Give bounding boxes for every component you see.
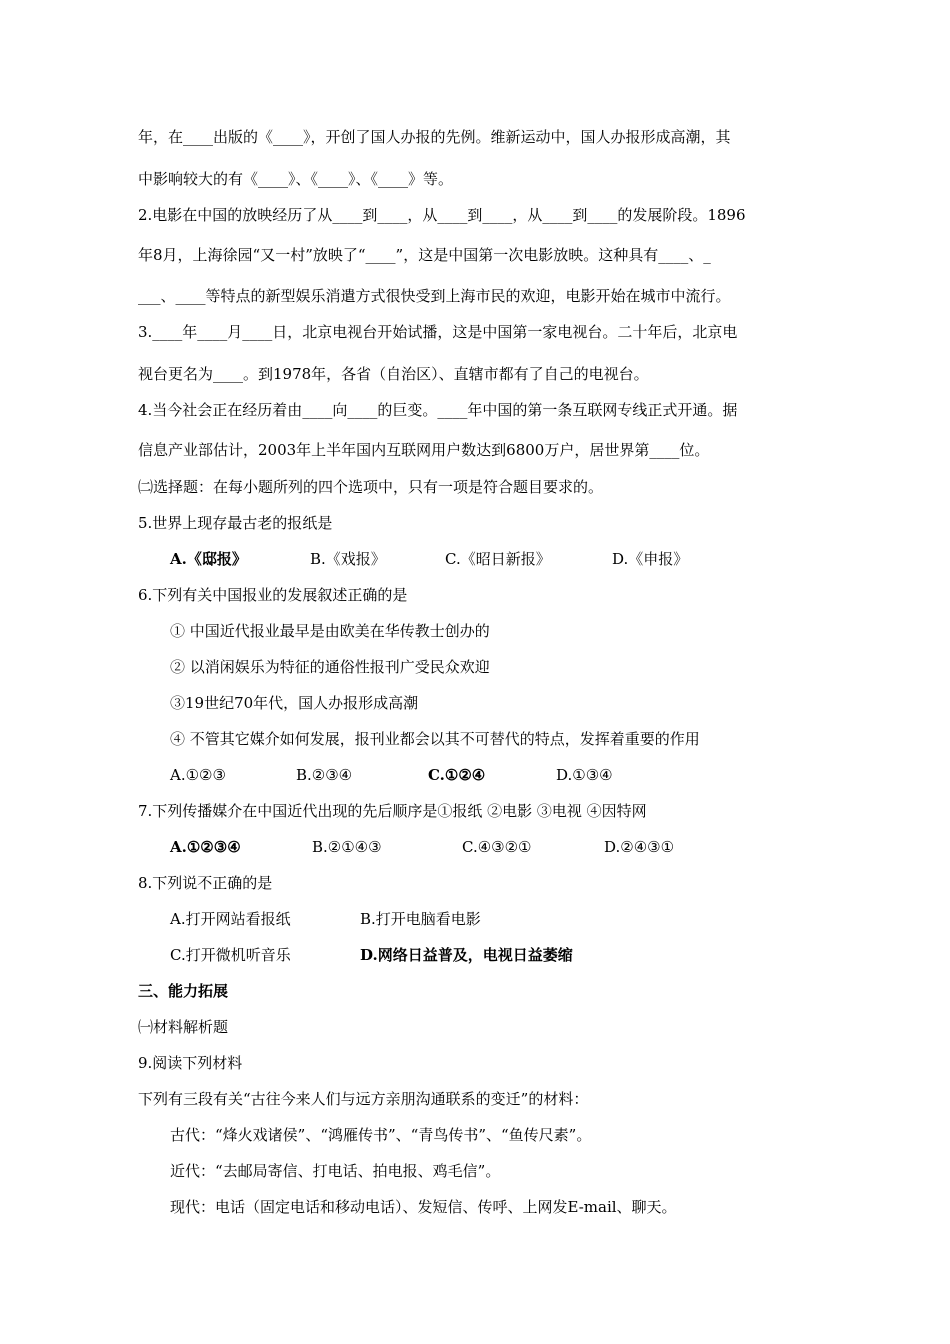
section3-title: 三、能力拓展 (138, 982, 229, 1000)
q7-option-c: C.④③②① (462, 838, 532, 856)
section2-title: ㈡选择题：在每小题所列的四个选项中，只有一项是符合题目要求的。 (138, 478, 604, 496)
q9-stem: 9.阅读下列材料 (138, 1054, 243, 1072)
q6-option-b: B.②③④ (296, 766, 353, 784)
q6-option-c: C.①②④ (428, 766, 486, 784)
sub1-title: ㈠材料解析题 (138, 1018, 229, 1036)
q5-option-b: B.《戏报》 (310, 550, 386, 568)
q6-stem: 6.下列有关中国报业的发展叙述正确的是 (138, 586, 408, 604)
q9-item-modern-early: 近代：“去邮局寄信、打电话、拍电报、鸡毛信”。 (170, 1162, 501, 1180)
q2-line-1: 2.电影在中国的放映经历了从____到____，从____到____，从____到____的发展阶段。1896 (138, 206, 746, 224)
q3-line-2: 视台更名为____。到1978年，各省（自治区）、直辖市都有了自己的电视台。 (138, 365, 649, 383)
q1-line-1: 年，在____出版的《____》，开创了国人办报的先例。维新运动中，国人办报形成高潮，其 (138, 128, 731, 146)
q8-option-a: A.打开网站看报纸 (170, 910, 291, 928)
q6-item-3: ③19世纪70年代，国人办报形成高潮 (170, 694, 419, 712)
q8-option-d: D.网络日益普及，电视日益萎缩 (360, 946, 573, 964)
q6-option-a: A.①②③ (170, 766, 226, 784)
q4-line-1: 4.当今社会正在经历着由____向____的巨变。____年中国的第一条互联网专线正式开通。据 (138, 401, 738, 419)
q7-option-b: B.②①④③ (312, 838, 382, 856)
q3-line-1: 3.____年____月____日，北京电视台开始试播，这是中国第一家电视台。二十年后，北京电 (138, 323, 738, 341)
q7-stem: 7.下列传播媒介在中国近代出现的先后顺序是①报纸 ②电影 ③电视 ④因特网 (138, 802, 647, 820)
q5-option-a: A.《邸报》 (170, 550, 247, 568)
q5-option-c: C.《昭日新报》 (445, 550, 551, 568)
q9-item-ancient: 古代：“烽火戏诸侯”、“鸿雁传书”、“青鸟传书”、“鱼传尺素”。 (170, 1126, 592, 1144)
q8-option-c: C.打开微机听音乐 (170, 946, 291, 964)
q7-option-a: A.①②③④ (170, 838, 241, 856)
q1-line-2: 中影响较大的有《____》、《____》、《____》等。 (138, 170, 454, 188)
q5-stem: 5.世界上现存最古老的报纸是 (138, 514, 333, 532)
q8-stem: 8.下列说不正确的是 (138, 874, 273, 892)
q6-item-4: ④ 不管其它媒介如何发展，报刊业都会以其不可替代的特点，发挥着重要的作用 (170, 730, 700, 748)
q9-item-contemporary: 现代：电话（固定电话和移动电话）、发短信、传呼、上网发E-mail、聊天。 (170, 1198, 677, 1216)
q6-item-2: ② 以消闲娱乐为特征的通俗性报刊广受民众欢迎 (170, 658, 490, 676)
q2-line-3: ___、____等特点的新型娱乐消遣方式很快受到上海市民的欢迎，电影开始在城市中流行。 (138, 287, 731, 305)
q6-item-1: ① 中国近代报业最早是由欧美在华传教士创办的 (170, 622, 490, 640)
q8-option-b: B.打开电脑看电影 (360, 910, 481, 928)
q6-option-d: D.①③④ (556, 766, 613, 784)
q2-line-2: 年8月，上海徐园“又一村”放映了“____”，这是中国第一次电影放映。这种具有____、_ (138, 246, 711, 264)
q7-option-d: D.②④③① (604, 838, 675, 856)
q4-line-2: 信息产业部估计，2003年上半年国内互联网用户数达到6800万户，居世界第____位。 (138, 441, 710, 459)
q9-intro: 下列有三段有关“古往今来人们与远方亲朋沟通联系的变迁”的材料： (138, 1090, 589, 1108)
q5-option-d: D.《申报》 (612, 550, 689, 568)
